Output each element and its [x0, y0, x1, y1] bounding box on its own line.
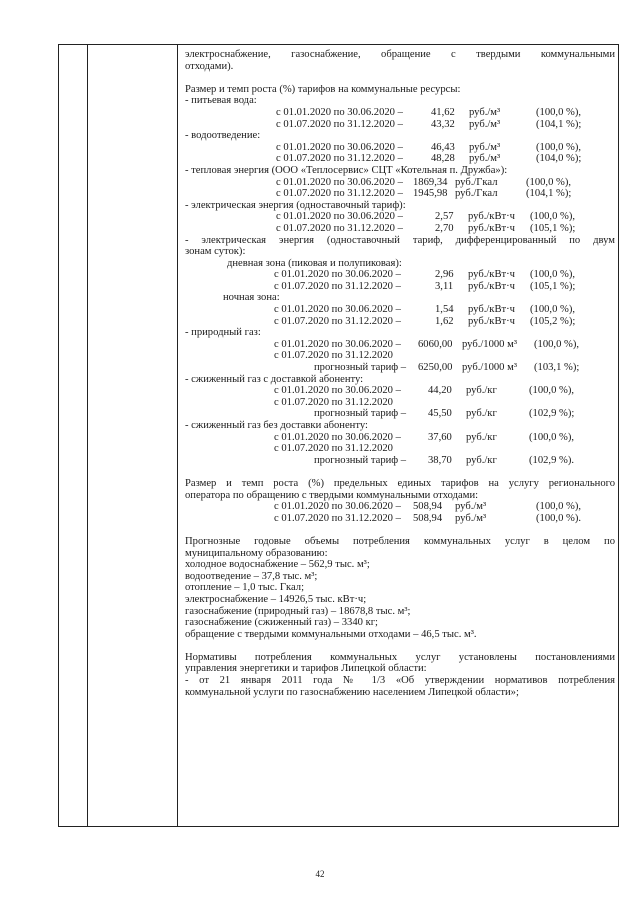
tariff-period: с 01.07.2020 по 31.12.2020 –	[276, 188, 403, 200]
tariff-unit: руб./кВт·ч	[468, 269, 515, 281]
volume-item: холодное водоснабжение – 562,9 тыс. м³;	[185, 559, 370, 571]
volume-item: водоотведение – 37,8 тыс. м³;	[185, 570, 318, 582]
volume-item: отопление – 1,0 тыс. Гкал;	[185, 582, 305, 594]
tariff-period: с 01.01.2020 по 30.06.2020 –	[274, 304, 401, 316]
volume-item: газоснабжение (сжиженный газ) – 3340 кг;	[185, 617, 378, 629]
tariff-period: с 01.01.2020 по 30.06.2020 –	[274, 501, 401, 513]
tariff-unit: руб./кВт·ч	[468, 222, 515, 234]
tariff-unit: руб./м³	[469, 118, 501, 130]
tariff-value: 3,11	[435, 280, 454, 292]
tariff-value: 1,62	[435, 315, 454, 327]
tariff-growth: (102,9 %);	[529, 408, 575, 420]
tariff-row	[185, 408, 615, 420]
electricity-label: - электрическая энергия (одноставочный тариф):	[185, 199, 406, 211]
table-border-left	[58, 44, 59, 827]
tariff-unit: руб./м³	[455, 512, 487, 524]
table-border-bottom	[58, 826, 619, 827]
norms-line-4: коммунальной услуги по газоснабжению населением Липецкой области»;	[185, 686, 519, 698]
natural-gas-label: - природный газ:	[185, 327, 261, 339]
tariff-growth: (100,0 %),	[536, 106, 582, 118]
volume-item: электроснабжение – 14926,5 тыс. кВт·ч;	[185, 593, 367, 605]
tariff-period: с 01.07.2020 по 31.12.2020	[274, 396, 393, 408]
tariff-period: с 01.01.2020 по 30.06.2020 –	[276, 176, 403, 188]
tariff-value: 508,94	[413, 501, 443, 513]
tariff-row	[185, 269, 615, 281]
tariff-row	[185, 211, 615, 223]
tariff-value: 44,20	[428, 385, 452, 397]
table-column-divider-1	[87, 44, 88, 827]
tariff-growth: (102,9 %).	[529, 454, 575, 466]
tariff-period: с 01.01.2020 по 30.06.2020 –	[274, 269, 401, 281]
tariff-row	[185, 455, 615, 467]
tariff-row	[185, 339, 615, 351]
tariff-value: 46,43	[431, 141, 455, 153]
tariff-growth: (100,0 %),	[534, 338, 580, 350]
volume-item: обращение с твердыми коммунальными отходами – 46,5 тыс. м³.	[185, 628, 477, 640]
tariff-value: 1945,98	[413, 188, 448, 200]
waste-heading-line-1: Размер и темп роста (%) предельных единых тарифов на услугу регионального	[185, 477, 615, 489]
tariff-growth: (104,1 %);	[526, 188, 572, 200]
tariff-row	[185, 107, 615, 119]
tariff-unit: руб./кВт·ч	[468, 315, 515, 327]
tariff-value: 48,28	[431, 153, 455, 165]
tariff-period: с 01.07.2020 по 31.12.2020 –	[276, 153, 403, 165]
tariff-row	[185, 153, 615, 165]
table-content-cell	[185, 49, 615, 698]
tariff-row	[185, 501, 615, 513]
tariff-growth: (104,0 %);	[536, 153, 582, 165]
page-number: 42	[315, 869, 325, 879]
tariff-unit: руб./м³	[455, 501, 487, 513]
lpg-delivery-label: - сжиженный газ с доставкой абоненту:	[185, 373, 364, 385]
tariff-growth: (100,0 %),	[526, 176, 572, 188]
tariff-row	[185, 513, 615, 525]
tariff-unit: руб./м³	[469, 153, 501, 165]
tariff-row	[185, 443, 615, 455]
norms-line-1: Нормативы потребления коммунальных услуг установлены постановлениями	[185, 651, 615, 663]
tariff-growth: (100,0 %),	[536, 141, 582, 153]
tariff-value: 1869,34	[413, 176, 448, 188]
tariff-growth: (100,0 %),	[530, 269, 576, 281]
tariff-unit: руб./кВт·ч	[468, 304, 515, 316]
tariff-growth: (103,1 %);	[534, 362, 580, 374]
tariff-value: 2,70	[435, 222, 454, 234]
sewage-label: - водоотведение:	[185, 130, 261, 142]
tariff-row	[185, 350, 615, 362]
tariff-row	[185, 432, 615, 444]
tariff-unit: руб./кВт·ч	[468, 211, 515, 223]
tariff-period: с 01.07.2020 по 31.12.2020 –	[274, 280, 401, 292]
tariff-value: 45,50	[428, 408, 452, 420]
tariffs-heading: Размер и темп роста (%) тарифов на коммунальные ресурсы:	[185, 83, 461, 95]
tariff-row	[185, 304, 615, 316]
tariff-growth: (100,0 %),	[529, 431, 575, 443]
tariff-row	[185, 397, 615, 409]
tariff-growth: (100,0 %),	[529, 385, 575, 397]
tariff-period: с 01.07.2020 по 31.12.2020	[274, 350, 393, 362]
lpg-no-delivery-label: - сжиженный газ без доставки абоненту:	[185, 420, 368, 431]
tariff-row	[185, 223, 615, 235]
tariff-row	[185, 281, 615, 293]
tariff-unit: руб./кг	[466, 408, 497, 420]
tariff-period: с 01.07.2020 по 31.12.2020 –	[274, 315, 401, 327]
tariff-row	[185, 362, 615, 374]
waste-heading-line-2: оператора по обращению с твердыми коммунальными отходами:	[185, 489, 479, 501]
volume-item: газоснабжение (природный газ) – 18678,8 тыс. м³;	[185, 605, 411, 617]
tariff-row	[185, 119, 615, 131]
norms-line-3: - от 21 января 2011 года № 1/3 «Об утверждении нормативов потребления	[185, 675, 615, 687]
tariff-growth: (100,0 %),	[536, 501, 582, 513]
intro-line-1: электроснабжение, газоснабжение, обращение с твердыми коммунальными	[185, 49, 615, 60]
tariff-value: 6060,00	[418, 338, 453, 350]
tariff-period: прогнозный тариф –	[314, 362, 407, 374]
tariff-value: 38,70	[428, 454, 452, 466]
tariff-growth: (100,0 %).	[536, 512, 582, 524]
tariff-unit: руб./кг	[466, 431, 497, 443]
night-zone-label: ночная зона:	[223, 292, 280, 304]
water-label: - питьевая вода:	[185, 95, 257, 107]
table-column-divider-2	[177, 44, 178, 827]
electricity-zones-label-line-2: зонам суток):	[185, 246, 246, 258]
tariff-period: с 01.01.2020 по 30.06.2020 –	[276, 211, 403, 223]
tariff-unit: руб./кг	[466, 385, 497, 397]
tariff-row	[185, 177, 615, 189]
tariff-growth: (100,0 %),	[530, 211, 576, 223]
tariff-period: с 01.01.2020 по 30.06.2020 –	[274, 338, 401, 350]
tariff-value: 2,57	[435, 211, 454, 223]
tariff-unit: руб./1000 м³	[462, 338, 518, 350]
tariff-value: 6250,00	[418, 362, 453, 374]
tariff-unit: руб./кВт·ч	[468, 280, 515, 292]
intro-line-2: отходами).	[185, 60, 234, 72]
tariff-value: 41,62	[431, 106, 455, 118]
tariff-period: с 01.01.2020 по 30.06.2020 –	[276, 141, 403, 153]
norms-line-2: управления энергетики и тарифов Липецкой области:	[185, 663, 427, 675]
tariff-unit: руб./1000 м³	[462, 362, 518, 374]
tariff-period: с 01.01.2020 по 30.06.2020 –	[274, 431, 401, 443]
volumes-heading-line-2: муниципальному образованию:	[185, 547, 328, 559]
tariff-period: с 01.01.2020 по 30.06.2020 –	[274, 385, 401, 397]
volumes-heading-line-1: Прогнозные годовые объемы потребления коммунальных услуг в целом по	[185, 535, 615, 547]
tariff-period: с 01.01.2020 по 30.06.2020 –	[276, 106, 403, 118]
tariff-period: прогнозный тариф –	[314, 408, 407, 420]
tariff-row	[185, 385, 615, 397]
tariff-period: с 01.07.2020 по 31.12.2020 –	[276, 118, 403, 130]
heat-label: - тепловая энергия (ООО «Теплосервис» СЦТ «Котельная п. Дружба»):	[185, 164, 508, 176]
tariff-row	[185, 188, 615, 200]
tariff-unit: руб./Гкал	[455, 176, 498, 188]
tariff-period: с 01.07.2020 по 31.12.2020	[274, 443, 393, 455]
tariff-value: 37,60	[428, 431, 452, 443]
tariff-period: с 01.07.2020 по 31.12.2020 –	[276, 222, 403, 234]
tariff-unit: руб./м³	[469, 141, 501, 153]
tariff-period: прогнозный тариф –	[314, 454, 407, 466]
table-border-top	[58, 44, 619, 45]
tariff-growth: (105,2 %);	[530, 315, 576, 327]
tariff-row	[185, 142, 615, 154]
tariff-value: 2,96	[435, 269, 454, 281]
tariff-period: с 01.07.2020 по 31.12.2020 –	[274, 512, 401, 524]
tariff-growth: (104,1 %);	[536, 118, 582, 130]
tariff-growth: (105,1 %);	[530, 222, 576, 234]
tariff-value: 1,54	[435, 304, 454, 316]
tariff-unit: руб./Гкал	[455, 188, 498, 200]
tariff-growth: (100,0 %),	[530, 304, 576, 316]
table-border-right	[618, 44, 619, 827]
tariff-row	[185, 316, 615, 328]
tariff-value: 43,32	[431, 118, 455, 130]
tariff-unit: руб./кг	[466, 454, 497, 466]
electricity-zones-label-line-1: - электрическая энергия (одноставочный тариф, дифференцированный по двум	[185, 234, 615, 246]
tariff-unit: руб./м³	[469, 106, 501, 118]
tariff-growth: (105,1 %);	[530, 280, 576, 292]
tariff-value: 508,94	[413, 512, 443, 524]
day-zone-label: дневная зона (пиковая и полупиковая):	[227, 257, 402, 269]
